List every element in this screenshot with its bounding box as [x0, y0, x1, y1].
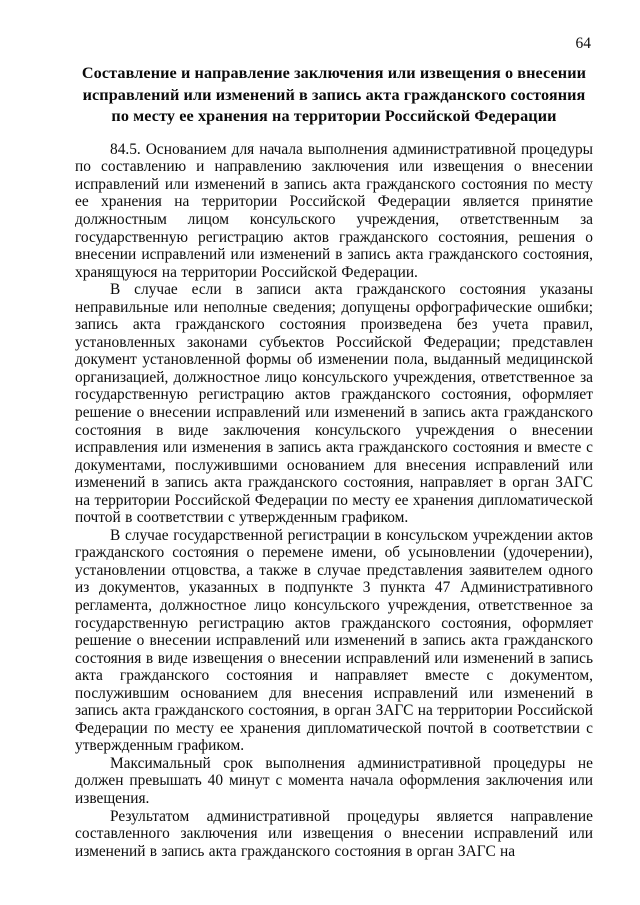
paragraph-max-term: Максимальный срок выполнения административной процедуры не должен превышать 40 минут с момента начала оформления заключения или извещения.: [75, 754, 593, 808]
paragraph-case-corrections: В случае если в записи акта гражданского состояния указаны неправильные или неполные сведения; допущены орфографические ошибки; запись акта гражданского состояния произведена без учета правил, установленных законами субъектов Российской Федерации; представлен документ установленной формы об изменении пола, выданный медицинской организацией, должностное лицо консульского учреждения, ответственное за государственную регистрацию актов гражданского состояния, оформляет решение о внесении исправлений или изменений в запись акта гражданского состояния в виде заключения консульского учреждения о внесении исправления или изменения в запись акта гражданского состояния и вместе с документами, послужившими основанием для внесения исправлений или изменений в запись акта гражданского состояния, направляет в орган ЗАГС на территории Российской Федерации по месту ее хранения дипломатической почтой в соответствии с утвержденным графиком.: [75, 281, 593, 527]
paragraph-result: Результатом административной процедуры является направление составленного заключения или извещения о внесении исправлений или изменений в запись акта гражданского состояния в орган ЗАГС на: [75, 807, 593, 860]
section-heading: Составление и направление заключения или извещения о внесении исправлений или изменений в запись акта гражданского состояния по месту ее хранения на территории Российской Федерации: [81, 64, 587, 126]
document-body: [75, 141, 593, 860]
paragraph-84-5: 84.5. Основанием для начала выполнения административной процедуры по составлению и направлению заключения или извещения о внесении исправлений или изменений в запись акта гражданского состояния по месту ее хранения на территории Российской Федерации является принятие должностным лицом консульского учреждения, ответственным за государственную регистрацию актов гражданского состояния, решения о внесении исправлений или изменений в запись акта гражданского состояния, хранящуюся на территории Российской Федерации.: [75, 140, 593, 281]
paragraph-case-notification: В случае государственной регистрации в консульском учреждении актов гражданского состояния о перемене имени, об усыновлении (удочерении), установлении отцовства, а также в случае представления заявителем одного из документов, указанных в подпункте 3 пункта 47 Административного регламента, должностное лицо консульского учреждения, ответственное за государственную регистрацию актов гражданского состояния, оформляет решение о внесении исправлений или изменений в запись акта гражданского состояния в виде извещения о внесении исправлений или изменений в запись акта гражданского состояния и направляет вместе с документом, послужившим основанием для внесения исправлений или изменений в запись акта гражданского состояния, в орган ЗАГС на территории Российской Федерации по месту ее хранения дипломатической почтой в соответствии с утвержденным графиком.: [75, 526, 593, 755]
page-number: 64: [575, 35, 591, 52]
